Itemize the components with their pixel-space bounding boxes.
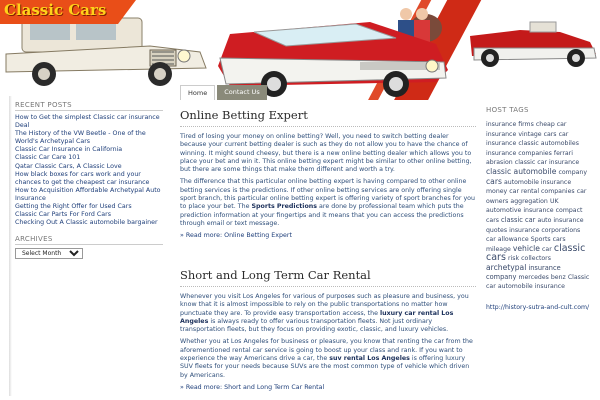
read-more-link[interactable]: » Read more: Online Betting Expert — [180, 232, 292, 240]
read-more-link[interactable]: » Read more: Short and Long Term Car Rental — [180, 383, 325, 391]
recent-post-link[interactable]: Classic Car Insurance in California — [15, 146, 123, 154]
recent-posts-widget — [15, 101, 163, 227]
tag-link[interactable]: vehicle — [512, 243, 540, 253]
tag-link[interactable]: car allowance — [486, 236, 529, 244]
tag-link[interactable]: insurance companies — [486, 149, 552, 157]
recent-post-link[interactable]: Qatar Classic Cars, A Classic Love — [15, 162, 122, 170]
sports-predictions-link[interactable]: Sports Predictions — [251, 203, 318, 211]
tag-link[interactable]: cheap car insurance — [486, 121, 567, 138]
tag-link[interactable]: UK — [549, 197, 559, 205]
post-paragraph: Tired of losing your money on online betting? Well, you need to switch betting dealer because your current betting dealer is such as they do not allow you to have the chance of winning. It might sound cheesy, but there is a new online betting dealer which allows you to place your bet and win it. This online betting expert might be similar to other online betting, but there are some things that make them different and worth a try. — [180, 133, 472, 174]
post-paragraph — [180, 338, 476, 379]
left-sidebar — [12, 96, 164, 396]
main-nav — [180, 85, 269, 100]
tag-link[interactable]: mileage — [486, 245, 511, 253]
blog-link[interactable]: http://history-sutra-and-cult.com/ — [486, 303, 590, 311]
tag-link[interactable]: risk — [507, 255, 520, 263]
post — [180, 108, 476, 239]
recent-post-link[interactable]: How to Get the simplest Classic car insurance Deal — [15, 114, 160, 130]
tag-link[interactable]: classic automobile — [486, 166, 557, 176]
recent-post-link[interactable]: Classic Car Care 101 — [15, 154, 81, 162]
tag-link[interactable]: collectors — [521, 255, 551, 263]
right-sidebar — [486, 106, 592, 311]
post-title[interactable]: Online Betting Expert — [180, 108, 476, 127]
tag-link[interactable]: insurance company — [486, 263, 561, 281]
tag-link[interactable]: aggregation — [510, 197, 548, 205]
post-paragraph — [180, 293, 476, 334]
recent-post-link[interactable]: How to Acquisition Affordable Archetypal Auto Insurance — [15, 186, 161, 202]
post-title[interactable]: Short and Long Term Car Rental — [180, 268, 476, 287]
tag-link[interactable]: car — [486, 283, 496, 291]
tag-link[interactable]: car — [542, 245, 552, 253]
tag-link[interactable]: abrasion — [486, 159, 513, 167]
recent-post-link[interactable]: Checking Out A Classic automobile bargainer — [15, 219, 158, 227]
archives-title: ARCHIVES — [15, 235, 163, 245]
tag-link[interactable]: mercedes benz — [518, 273, 566, 281]
tag-link[interactable]: classic cars — [486, 242, 586, 264]
tag-link[interactable]: classic automobiles — [518, 140, 579, 148]
post-paragraph — [180, 178, 476, 228]
tag-link[interactable]: auto insurance quotes — [486, 216, 584, 234]
recent-post-link[interactable]: Getting the Right Offer for Used Cars — [15, 203, 132, 211]
tag-link[interactable]: company — [558, 168, 588, 176]
tag-link[interactable]: Classic — [567, 273, 590, 281]
recent-post-link[interactable]: How black boxes for cars work and your chances to get the cheapest car insurance — [15, 170, 150, 186]
tag-link[interactable]: car insurance — [486, 130, 569, 148]
archives-widget — [15, 235, 163, 259]
main-content — [178, 100, 478, 400]
tag-link[interactable]: automobile insurance — [497, 283, 565, 291]
tag-link[interactable]: cars — [486, 176, 502, 186]
post-text: is offering luxury SUV fleets for your needs because SUVs are the most common type of vehicle which driven by Americans. — [180, 355, 470, 379]
archive-month-select[interactable] — [15, 248, 83, 259]
recent-post-link[interactable]: The History of the VW Beetle - One of the World's Archetypal Cars — [15, 130, 146, 146]
tag-link[interactable]: Sports cars — [530, 236, 566, 244]
suv-rental-link[interactable]: suv rental Los Angeles — [329, 355, 410, 363]
recent-posts-title: RECENT POSTS — [15, 101, 163, 111]
nav-home[interactable]: Home — [180, 85, 215, 100]
cabriolet-car-image — [460, 12, 600, 70]
post-text: Whether you at Los Angeles for business or pleasure, you know that renting the car from the aforementioned rental car service is going to boost up your class and rank. If you want to experience the way Americans drive a car, the — [180, 338, 473, 363]
tag-link[interactable]: money — [486, 188, 508, 196]
site-logo[interactable]: Classic Cars — [4, 1, 107, 19]
header — [0, 0, 600, 100]
recent-post-link[interactable]: Classic Car Parts For Ford Cars — [15, 211, 112, 219]
luxury-car-rental-link[interactable]: luxury car rental Los Angeles — [180, 309, 454, 325]
host-tags-title: HOST TAGS — [486, 106, 529, 114]
post-text: The difference that this particular online betting expert is having compared to other online betting services is the predictions. If other online betting services are only offering single sport branch, this particular online betting expert is offering variety of sport branches for you to place your bet. The — [180, 178, 476, 211]
post — [180, 268, 476, 391]
post-text: are done by professional team which puts the prediction information at your fingertips and it means that you can access the predictions through email or text message. — [180, 203, 464, 227]
nav-contact-us[interactable]: Contact Us — [217, 85, 267, 100]
tag-link[interactable]: compact cars — [486, 207, 583, 224]
post-text: Whenever you visit Los Angeles for various of purposes such as pleasure and business, you know that it is almost impossible to rely on the public transportations no matter how punctuate they are. To provide easy transportation access, the — [180, 293, 469, 317]
sidebar-shadow — [9, 96, 12, 396]
tag-link[interactable]: automobile insurance — [504, 178, 572, 186]
tag-link[interactable]: vintage cars — [518, 130, 557, 138]
tag-link[interactable]: classic car insurance — [514, 159, 580, 167]
tag-cloud — [486, 120, 592, 292]
tag-link[interactable]: archetypal — [486, 262, 527, 272]
tag-link[interactable]: car owners — [486, 188, 587, 205]
tag-link[interactable]: ferrari — [553, 149, 573, 157]
tag-link[interactable]: automotive insurance — [486, 207, 554, 215]
post-text: is always ready to offer various transportation fleets. Not just ordinary transportation fleets, but they focus on providing exotic, classic, and luxury vehicles. — [180, 317, 449, 334]
tag-link[interactable]: insurance firms — [486, 121, 534, 128]
tag-link[interactable]: car rental companies — [509, 188, 575, 196]
tag-link[interactable]: insurance corporations — [509, 226, 581, 234]
tag-link[interactable]: classic car — [501, 215, 536, 224]
